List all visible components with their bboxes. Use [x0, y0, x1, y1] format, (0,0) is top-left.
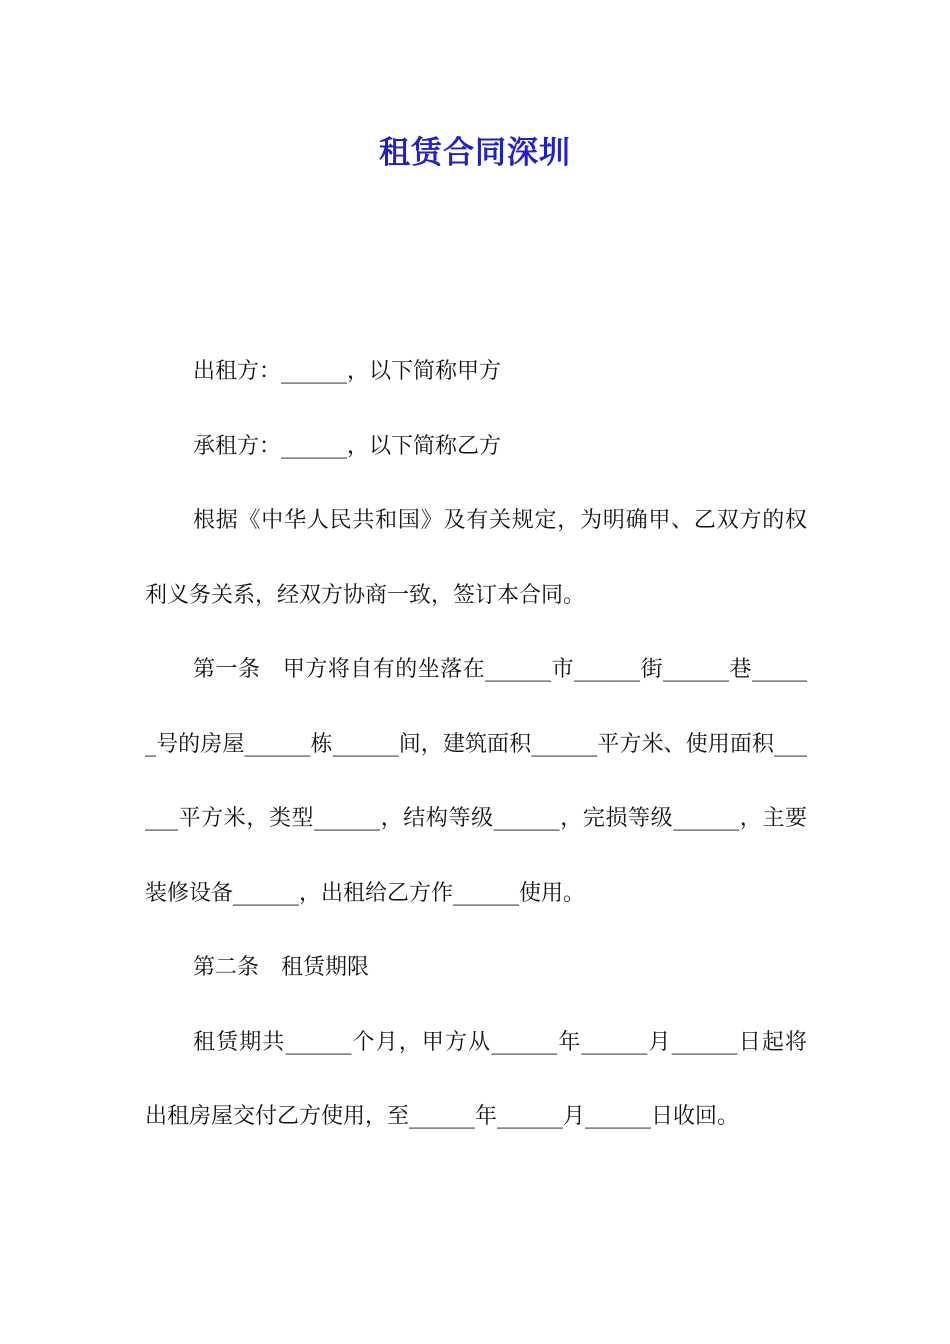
document-title: 租赁合同深圳 [379, 135, 571, 171]
paragraph-article-2-heading: 第二条 租赁期限 [193, 955, 370, 980]
paragraph-basis: 根据《中华人民共和国》及有关规定，为明确甲、乙双方的权利义务关系，经双方协商一致，签订本合同。 [145, 508, 807, 608]
document-body [145, 335, 807, 1155]
paragraph-article-1: 第一条 甲方将自有的坐落在______市______街______巷______号的房屋______栋______间，建筑面积______平方米、使用面积______平方米，类型______，结构等级______，完损等级______，主要装修设备______，出租给乙方作______使用。 [145, 657, 807, 906]
paragraph-lease-term: 租赁期共______个月，甲方从______年______月______日起将出租房屋交付乙方使用，至______年______月______日收回。 [145, 1029, 807, 1129]
paragraph-lessee: 承租方：______，以下简称乙方 [193, 433, 502, 459]
paragraph-lessor: 出租方：______，以下简称甲方 [193, 359, 502, 384]
